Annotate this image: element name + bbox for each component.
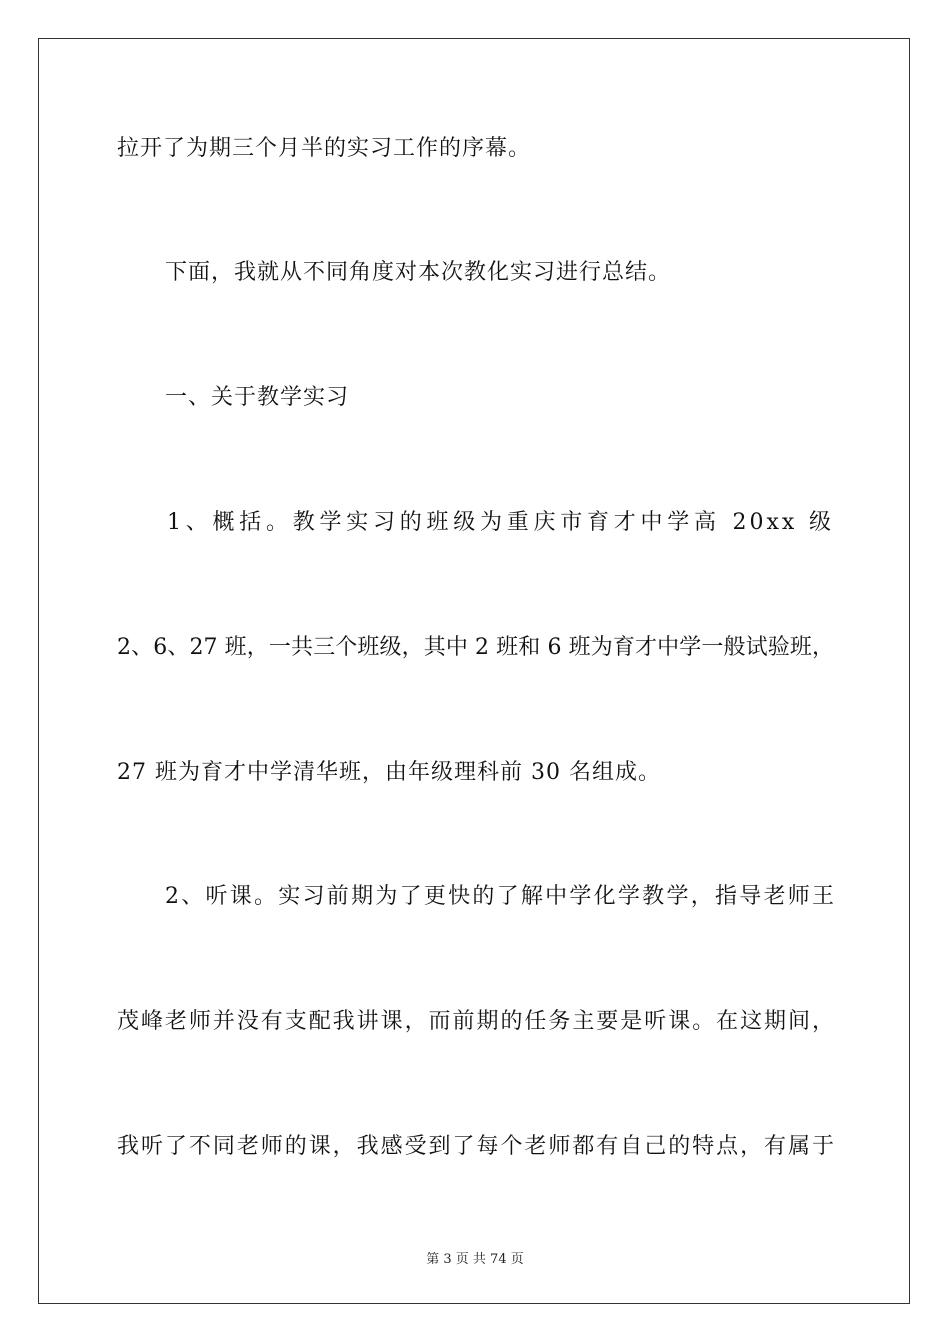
paragraph-line-7: 2、听课。实习前期为了更快的了解中学化学教学，指导老师王 — [165, 884, 834, 909]
paragraph-line-8: 茂峰老师并没有支配我讲课，而前期的任务主要是听课。在这期间， — [117, 1009, 834, 1034]
paragraph-line-6: 27 班为育才中学清华班，由年级理科前 30 名组成。 — [117, 760, 661, 785]
page-border — [38, 38, 910, 1304]
page-footer: 第 3 页 共 74 页 — [426, 1252, 524, 1267]
paragraph-line-2: 下面，我就从不同角度对本次教化实习进行总结。 — [165, 260, 672, 285]
paragraph-line-5: 2、6、27 班，一共三个班级，其中 2 班和 6 班为育才中学一般试验班， — [117, 635, 834, 660]
paragraph-line-4: 1、概括。教学实习的班级为重庆市育才中学高 20xx 级 — [167, 510, 834, 535]
paragraph-line-1: 拉开了为期三个月半的实习工作的序幕。 — [117, 136, 532, 161]
section-heading: 一、关于教学实习 — [165, 385, 350, 410]
paragraph-line-9: 我听了不同老师的课，我感受到了每个老师都有自己的特点，有属于 — [117, 1134, 834, 1159]
